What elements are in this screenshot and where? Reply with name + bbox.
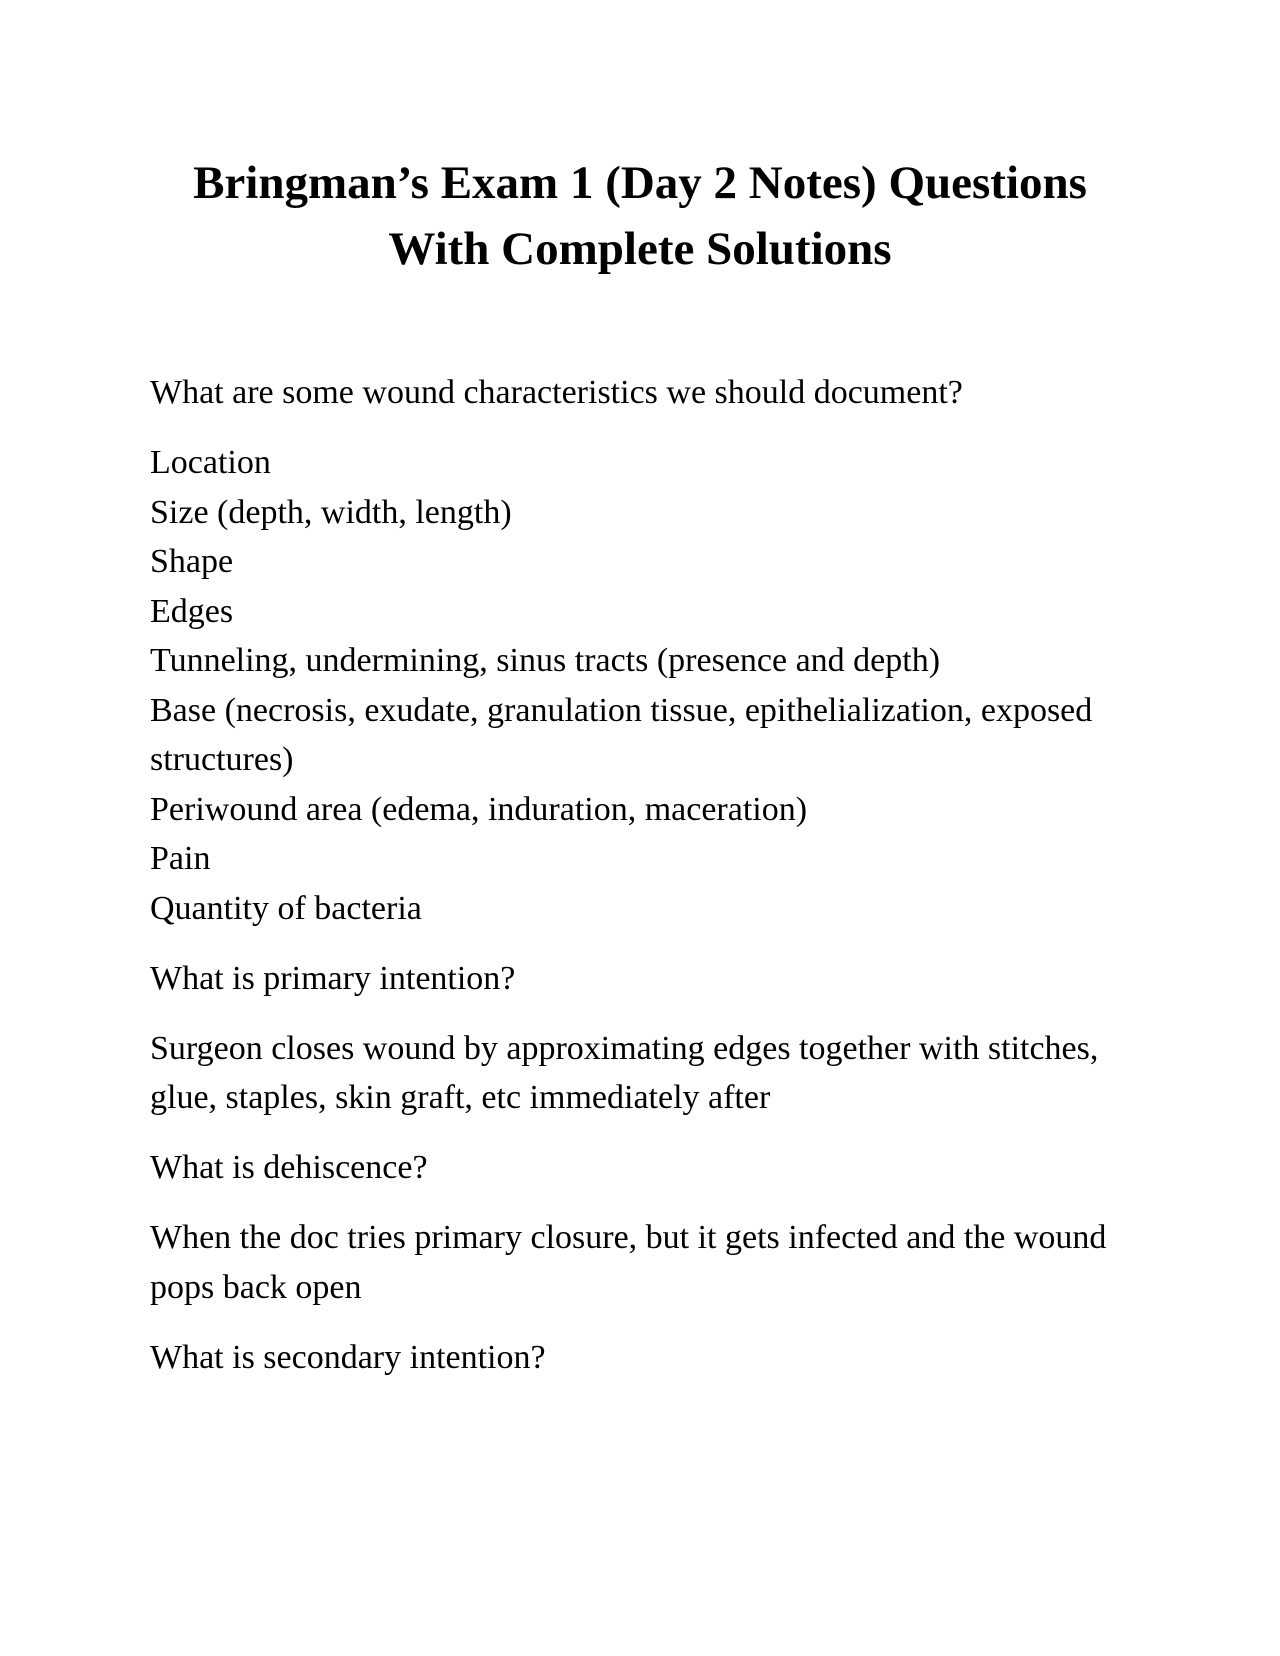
list-item: Base (necrosis, exudate, granulation tissue, epithelialization, exposed structures) <box>150 691 1093 778</box>
list-item: Pain <box>150 840 211 877</box>
question-primary-intention: What is primary intention? <box>150 959 516 997</box>
document-body <box>150 368 1130 1403</box>
list-item: Location <box>150 444 271 481</box>
list-item: Tunneling, undermining, sinus tracts (presence and depth) <box>150 642 941 679</box>
answer-primary-intention: Surgeon closes wound by approximating edges together with stitches, glue, staples, skin graft, etc immediately after <box>150 1029 1099 1116</box>
question-secondary-intention: What is secondary intention? <box>150 1338 546 1376</box>
title-line-2: With Complete Solutions <box>388 223 892 275</box>
answer-dehiscence: When the doc tries primary closure, but it gets infected and the wound pops back open <box>150 1219 1107 1306</box>
list-item: Size (depth, width, length) <box>150 493 512 531</box>
title-line-1: Bringman’s Exam 1 (Day 2 Notes) Questions <box>193 157 1087 209</box>
question-dehiscence: What is dehiscence? <box>150 1149 428 1186</box>
list-item: Quantity of bacteria <box>150 889 422 927</box>
question-wound-characteristics: What are some wound characteristics we should document? <box>150 374 963 411</box>
answer-wound-characteristics-list <box>150 438 1130 933</box>
list-item: Periwound area (edema, induration, maceration) <box>150 790 808 828</box>
list-item: Shape <box>150 543 234 580</box>
list-item: Edges <box>150 592 234 630</box>
page-title <box>150 150 1130 282</box>
